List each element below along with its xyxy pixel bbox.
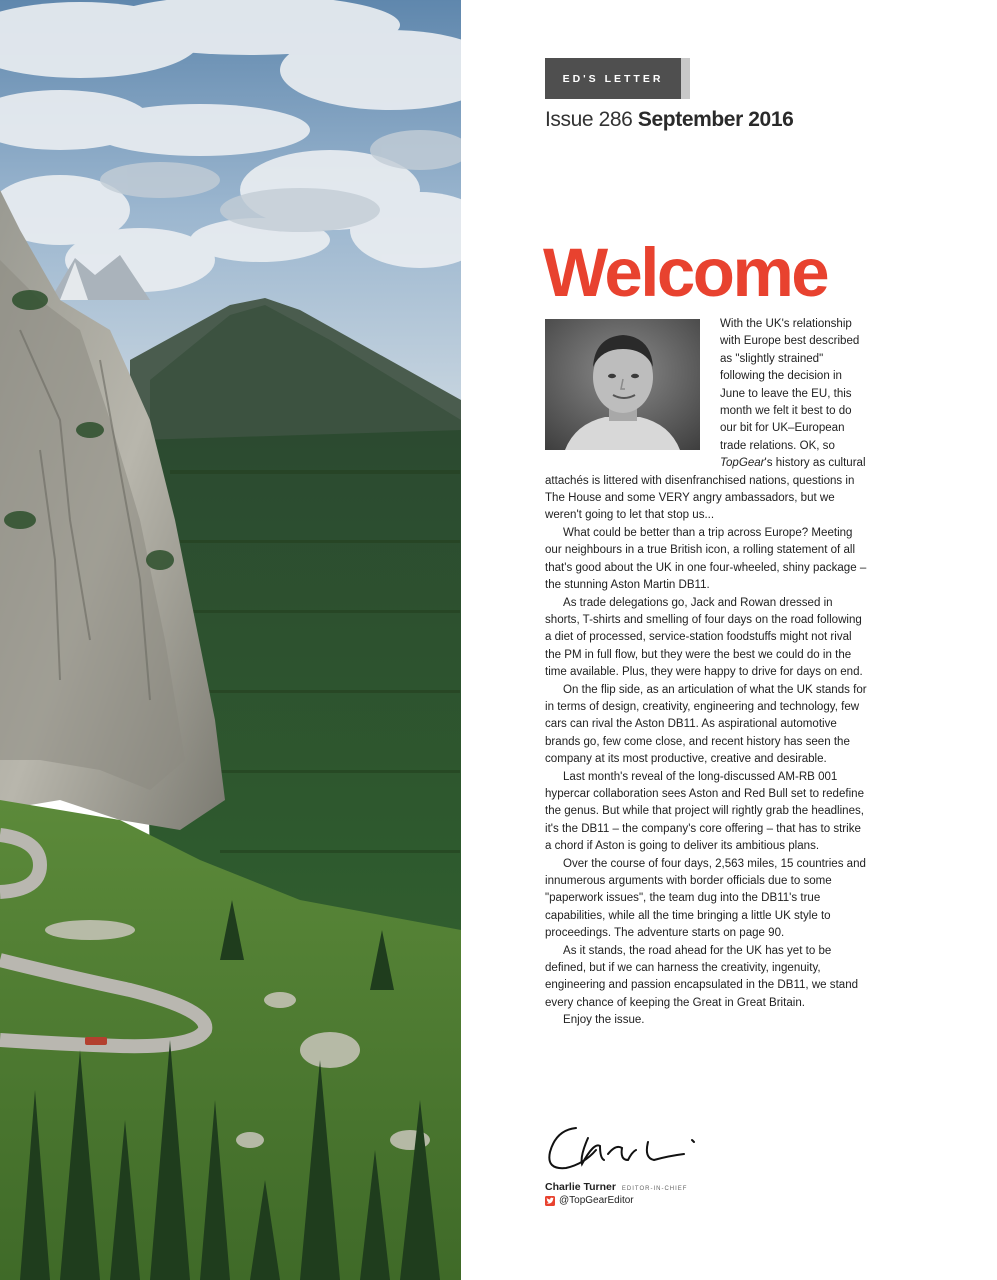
author-name: Charlie Turner (545, 1181, 616, 1193)
author-role: EDITOR-IN-CHIEF (621, 1186, 688, 1192)
paragraph: On the flip side, as an articulation of what the UK stands for in terms of design, creativity, engineering and technology, few cars can rival the Aston DB11. As aspirational automotive brands go, few come close, and recent history has seen the company at its most productive, creative and desirable. (545, 683, 867, 766)
issue-date: September 2016 (637, 108, 794, 131)
paragraph: What could be better than a trip across Europe? Meeting our neighbours in a true British icon, a rolling statement of all that's good about the UK in one four-wheeled, shiny package – the stunning Aston Martin DB11. (545, 526, 867, 592)
issue-line (545, 108, 793, 132)
section-tag: ED'S LETTER (545, 58, 690, 99)
paragraph: As it stands, the road ahead for the UK has yet to be defined, but if we can harness the creativity, ingenuity, engineering and passion encapsulated in the DB11, we stand every chance of keeping the Great in Great Britain. (545, 944, 859, 1009)
author-byline (545, 1181, 687, 1193)
paragraph: With the UK's relationship with Europe best described as "slightly strained" following the decision in June to leave the EU, this month we felt it best to do our bit for UK–European trade relations. OK, so TopGear's history as cultural attachés is littered with disenfranchised nations, questions in The House and some VERY angry ambassadors, but we weren't going to let that stop us... (545, 318, 866, 522)
paragraph: Last month's reveal of the long-discussed AM-RB 001 hypercar collaboration sees Aston and Red Bull set to redefine the genus. But while that project will rightly grab the headlines, it's the DB11 – the company's core offering – that has to strike a chord if Aston is going to deliver its ambitious plans. (545, 770, 865, 853)
landscape-photo (0, 0, 461, 1280)
issue-number: Issue 286 (545, 108, 633, 131)
author-twitter[interactable] (545, 1195, 634, 1206)
page-title: Welcome (543, 234, 828, 311)
paragraph: Enjoy the issue. (563, 1014, 645, 1027)
editor-signature (544, 1116, 724, 1174)
paragraph: Over the course of four days, 2,563 miles, 15 countries and innumerous arguments with border officials due to some "paperwork issues", the team dug into the DB11's true capabilities, while all the time bringing a little UK style to proceedings. The adventure starts on page 90. (545, 857, 866, 940)
twitter-icon (545, 1196, 555, 1206)
editorial-body (545, 316, 867, 1030)
twitter-handle[interactable]: @TopGearEditor (559, 1195, 634, 1206)
paragraph: As trade delegations go, Jack and Rowan dressed in shorts, T-shirts and smelling of four days on the road following a diet of processed, service-station foodstuffs might not rival the PM in full flow, but they were the best we could do in the time available. Plus, they were happy to drive for days on end. (545, 596, 863, 679)
